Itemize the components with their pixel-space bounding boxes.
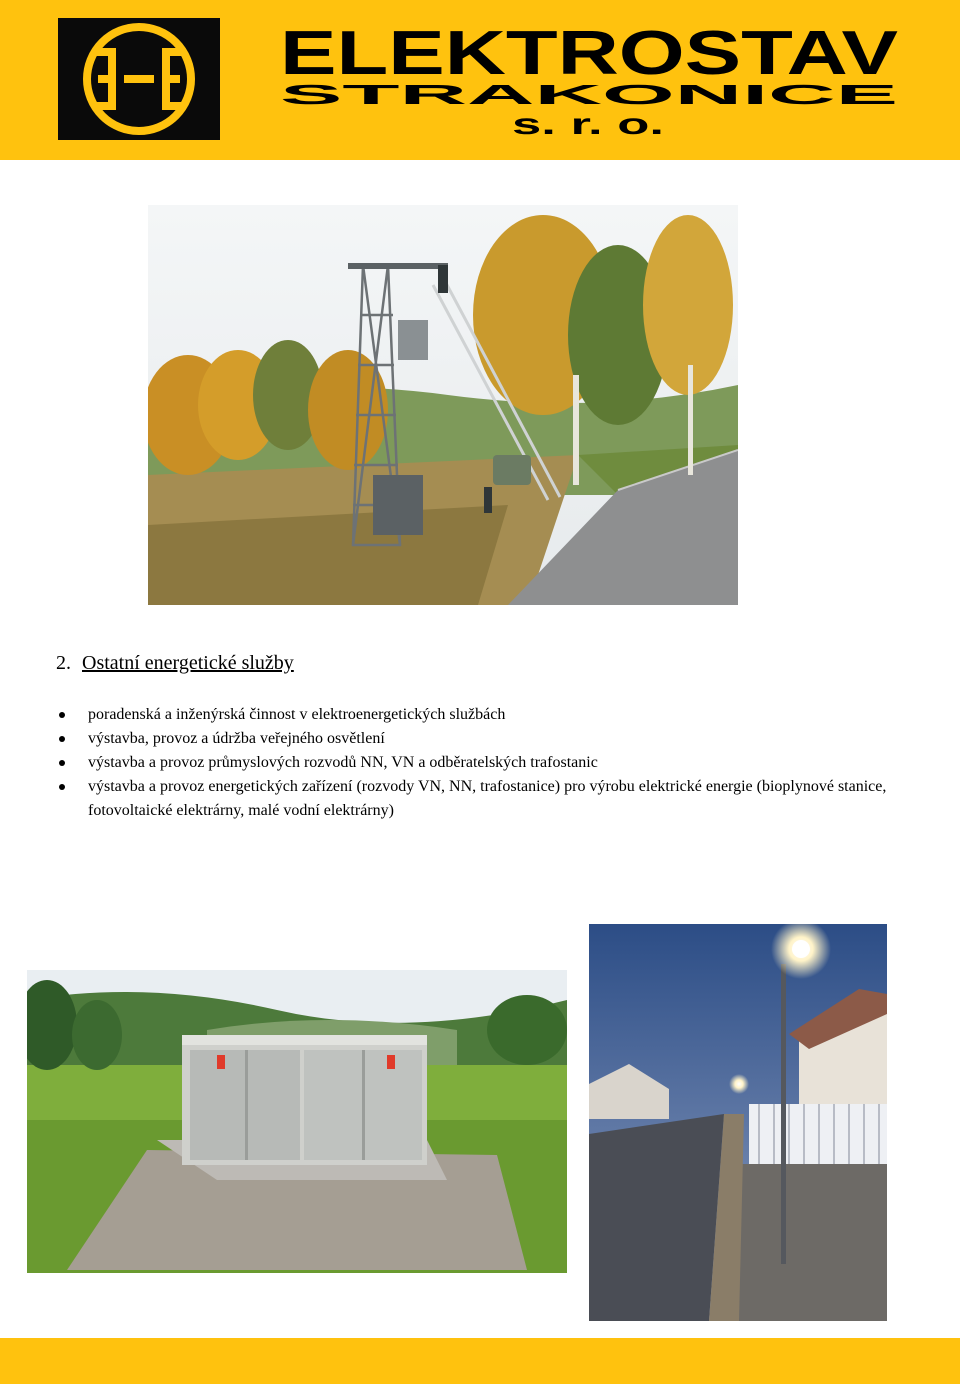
company-logo xyxy=(58,18,220,140)
brand-name: ELEKTROSTAV xyxy=(280,19,898,88)
bullet-icon xyxy=(59,760,65,766)
services-list xyxy=(56,703,936,823)
street-lighting-photo xyxy=(589,924,887,1321)
section-title: Ostatní energetické služby xyxy=(82,652,294,674)
bullet-icon xyxy=(59,736,65,742)
company-wordmark xyxy=(280,12,920,147)
section-heading xyxy=(56,652,294,675)
logo-emblem-icon xyxy=(58,18,220,140)
header-band xyxy=(0,0,960,160)
list-item xyxy=(56,727,936,751)
section-number: 2. xyxy=(56,652,71,674)
list-item xyxy=(56,751,936,775)
brand-suffix: s. r. o. xyxy=(512,108,664,141)
pylon-transformer-photo xyxy=(148,205,738,605)
bullet-icon xyxy=(59,784,65,790)
list-item-text: výstavba a provoz průmyslových rozvodů NN, VN a odběratelských trafostanic xyxy=(88,754,598,771)
list-item-text: výstavba, provoz a údržba veřejného osvětlení xyxy=(88,730,385,747)
brand-city: STRAKONICE xyxy=(280,79,898,110)
list-item xyxy=(56,703,936,727)
list-item xyxy=(56,775,936,823)
list-item-text: poradenská a inženýrská činnost v elektroenergetických službách xyxy=(88,706,506,723)
bullet-icon xyxy=(59,712,65,718)
list-item-text: výstavba a provoz energetických zařízení (rozvody VN, NN, trafostanice) pro výrobu elektrické energie (bioplynové stanice, fotovoltaické elektrárny, malé vodní elektrárny) xyxy=(88,778,887,819)
compact-substation-photo xyxy=(27,970,567,1273)
footer-band xyxy=(0,1338,960,1384)
